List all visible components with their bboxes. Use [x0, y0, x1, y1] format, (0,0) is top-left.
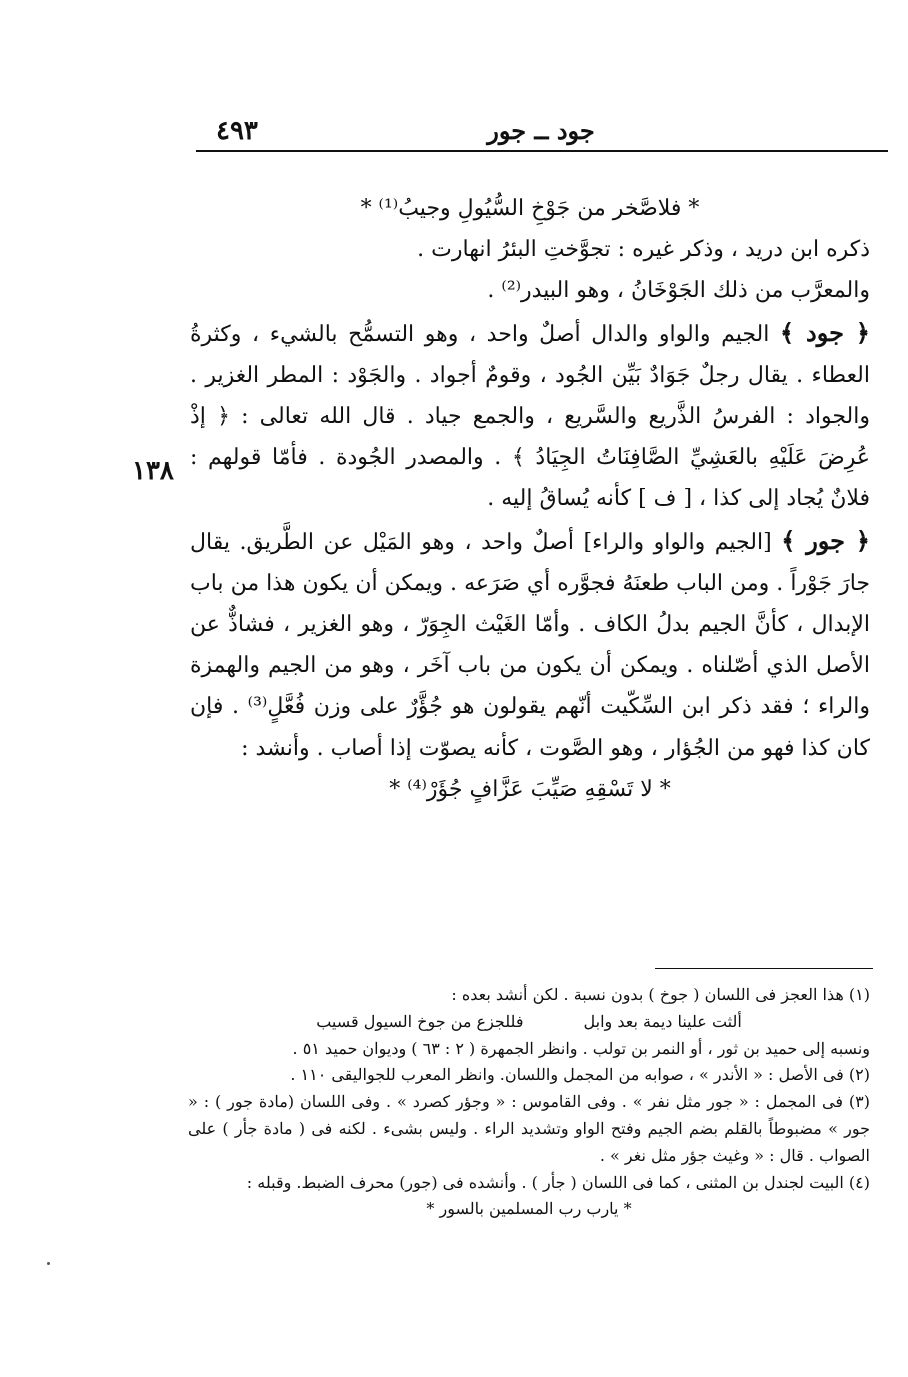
footnotes [188, 982, 870, 1223]
footnote-1-verse [188, 1009, 870, 1036]
page-header [196, 112, 886, 152]
verse-hemistich: ألثت علينا ديمة بعد وابل [583, 1011, 742, 1031]
entry-heading-jawd: ﴿ جود ﴾ [780, 317, 870, 347]
footnote-2: (٢) فى الأصل : « الأندر » ، صوابه من المجمل واللسان. وانظر المعرب للجواليقى ١١٠ . [290, 1065, 870, 1085]
verse-hemistich: فللجزع من جوخ السيول قسيب [316, 1011, 524, 1031]
footnote-1-continued: ونسبه إلى حميد بن ثور ، أو النمر بن تولب . وانظر الجمهرة ( ٢ : ٦٣ ) وديوان حميد ٥١ . [292, 1038, 870, 1058]
footnote-4-verse: * يارب رب المسلمين بالسور * [426, 1199, 632, 1219]
text-line: ذكره ابن دريد ، وذكر غيره : تجوَّختِ البئرُ انهارت . [417, 237, 870, 263]
header-rule [196, 150, 888, 152]
entry-text-jawr: [الجيم والواو والراء] أصلٌ واحد ، وهو المَيْل عن الطَّريق. يقال جارَ جَوْراً . ومن الباب طعنَهُ فجوَّره أي صَرَعه . ويمكن أن يكون هذا من باب الإبدال ، كأنَّ الجيم بدلُ الكاف . وأمّا الغَيْث الجِوَرّ ، وهو الغزير ، فشاذٌّ عن الأصل الذي أصّلناه . ويمكن أن يكون من باب آخَر ، وهو من الجيم والهمزة والراء ؛ فقد ذكر ابن السِّكّيت أنّهم يقولون هو جُؤَّرٌ على وزن فُعَّلٍ⁽³⁾ . فإن كان كذا فهو من الجُؤار ، وهو الصَّوت ، كأنه يصوّت إذا أصاب . وأنشد : [190, 529, 871, 761]
entry-text-jawd: الجيم والواو والدال أصلٌ واحد ، وهو التسمُّح بالشيء ، وكثرةُ العطاء . يقال رجلٌ جَوَادٌ بَيِّن الجُود ، وقومٌ أجواد . والجَوْد : المطر الغزير . والجواد : الفرسُ الذَّريع والسَّريع ، والجمع جياد . قال الله تعالى : ﴿ إذْ عُرِضَ عَلَيْهِ بالعَشِيِّ الصَّافِنَاتُ الجِيَادُ ﴾ . والمصدر الجُودة . فأمّا قولهم : فلانٌ يُجاد إلى كذا ، [ ف ] كأنه يُساقُ إليه . [190, 321, 870, 512]
margin-number: ١٣٨ [132, 456, 174, 486]
entry-jawd [190, 312, 870, 520]
main-text [190, 188, 870, 810]
scan-speck [47, 1262, 50, 1265]
entry-heading-jawr: ﴿ جور ﴾ [781, 525, 870, 555]
footnote-rule [655, 968, 873, 969]
verse-line: * لا تَسْقِهِ صَيِّبَ عَزَّافٍ جُؤَرْ⁽⁴⁾ * [389, 776, 671, 802]
footnote-4: (٤) البيت لجندل بن المثنى ، كما فى اللسان ( جأر ) . وأنشده فى (جور) محرف الضبط. وقبله : [246, 1172, 870, 1192]
footnote-1: (١) هذا العجز فى اللسان ( جوخ ) بدون نسبة . لكن أنشد بعده : [451, 985, 870, 1004]
entry-jawr [190, 520, 870, 769]
footnote-3: (٣) فى المجمل : « جور مثل نفر » . وفى القاموس : « وجؤر كصرد » . وفى اللسان (مادة جور ) : « جور » مضبوطاً بالقلم بضم الجيم وفتح الواو وتشديد الراء . وليس بشىء . لكنه فى ( مادة جأر ) على الصواب . قال : « وغيث جؤر مثل نغر » . [188, 1092, 870, 1165]
page-title: جود ــ جور [487, 116, 595, 145]
text-line: والمعرَّب من ذلك الجَوْخَانُ ، وهو البيدر⁽²⁾ . [487, 278, 870, 304]
verse-line: * فلاصَّخر من جَوْخِ السُّيُولِ وجيبُ⁽¹⁾ * [360, 196, 700, 221]
page-number: ٤٩٣ [216, 116, 258, 146]
